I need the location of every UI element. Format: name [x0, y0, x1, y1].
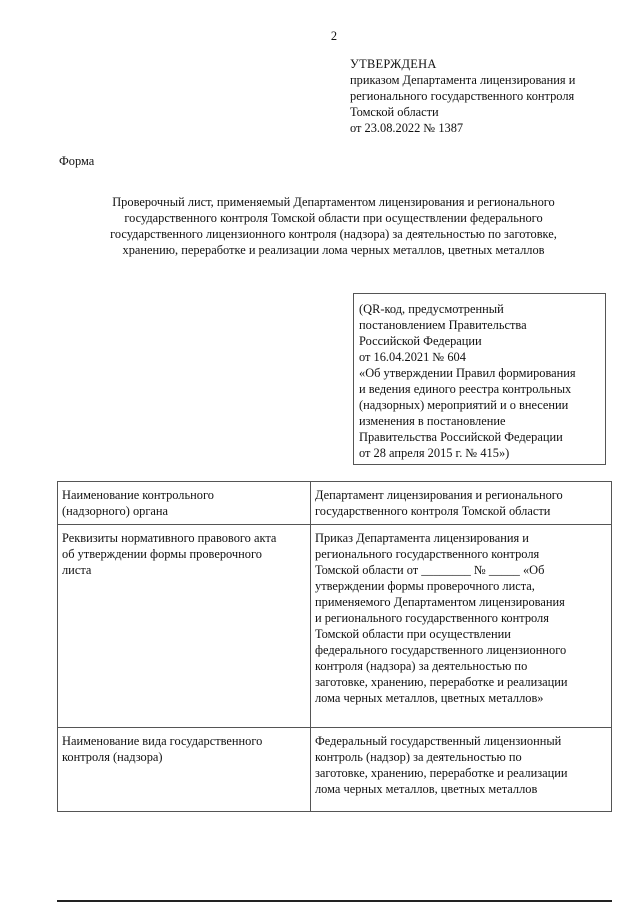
page-number: 2 — [330, 29, 338, 43]
footer-divider — [57, 900, 612, 902]
table-row — [58, 482, 612, 525]
table-row — [58, 525, 612, 728]
approval-line: регионального государственного контроля — [350, 89, 575, 103]
form-label: Форма — [59, 154, 95, 168]
approval-line: Томской области — [350, 105, 439, 119]
title-line: Проверочный лист, применяемый Департаментом лицензирования и регионального — [112, 195, 555, 209]
cell-line: контроль (надзор) за деятельностью по — [315, 750, 522, 764]
approval-title: УТВЕРЖДЕНА — [350, 57, 437, 71]
qr-code-placeholder — [353, 293, 606, 465]
approval-date: от 23.08.2022 № 1387 — [350, 121, 464, 135]
row-label-cell — [58, 525, 311, 728]
qr-note-line: изменения в постановление — [359, 414, 506, 428]
approval-line: приказом Департамента лицензирования и — [350, 73, 576, 87]
cell-line: лома черных металлов, цветных металлов — [315, 782, 538, 796]
cell-line: листа — [62, 563, 92, 577]
cell-line: заготовке, хранению, переработке и реализации — [315, 766, 568, 780]
approval-block — [350, 56, 630, 136]
title-line: хранению, переработке и реализации лома черных металлов, цветных металлов — [122, 243, 545, 257]
qr-note-line: и ведения единого реестра контрольных — [359, 382, 572, 396]
row-value-cell — [311, 482, 612, 525]
row-label-cell — [58, 728, 311, 812]
cell-line: Приказ Департамента лицензирования и — [315, 531, 529, 545]
cell-line: Наименование контрольного — [62, 488, 214, 502]
qr-note-line: от 28 апреля 2015 г. № 415») — [359, 446, 510, 460]
title-line: государственного лицензионного контроля (надзора) за деятельностью по заготовке, — [110, 227, 557, 241]
qr-note-line: (QR-код, предусмотренный — [359, 302, 504, 316]
cell-line: лома черных металлов, цветных металлов» — [315, 691, 544, 705]
qr-note-line: (надзорных) мероприятий и о внесении — [359, 398, 569, 412]
cell-line: Томской области при осуществлении — [315, 627, 511, 641]
document-title — [62, 194, 605, 258]
qr-note-line: Российской Федерации — [359, 334, 482, 348]
row-value-cell — [311, 525, 612, 728]
cell-line: применяемого Департаментом лицензирования — [315, 595, 565, 609]
row-value-cell — [311, 728, 612, 812]
cell-line: государственного контроля Томской области — [315, 504, 551, 518]
cell-line: контроля (надзора) — [62, 750, 163, 764]
cell-line: Наименование вида государственного — [62, 734, 263, 748]
cell-line: утверждении формы проверочного листа, — [315, 579, 535, 593]
cell-line: и регионального государственного контроля — [315, 611, 549, 625]
cell-line: федерального государственного лицензионного — [315, 643, 567, 657]
cell-line: регионального государственного контроля — [315, 547, 540, 561]
cell-line: Федеральный государственный лицензионный — [315, 734, 562, 748]
qr-note-line: от 16.04.2021 № 604 — [359, 350, 466, 364]
cell-line: Реквизиты нормативного правового акта — [62, 531, 277, 545]
cell-line: контроля (надзора) за деятельностью по — [315, 659, 528, 673]
qr-note-line: Правительства Российской Федерации — [359, 430, 563, 444]
cell-line: заготовке, хранению, переработке и реализации — [315, 675, 568, 689]
table-row — [58, 728, 612, 812]
cell-line: Департамент лицензирования и регионального — [315, 488, 563, 502]
cell-line: об утверждении формы проверочного — [62, 547, 262, 561]
cell-line: Томской области от ________ № _____ «Об — [315, 563, 545, 577]
title-line: государственного контроля Томской области при осуществлении федерального — [124, 211, 543, 225]
info-table — [57, 481, 612, 812]
row-label-cell — [58, 482, 311, 525]
qr-note-line: «Об утверждении Правил формирования — [359, 366, 576, 380]
cell-line: (надзорного) органа — [62, 504, 169, 518]
qr-note-line: постановлением Правительства — [359, 318, 527, 332]
